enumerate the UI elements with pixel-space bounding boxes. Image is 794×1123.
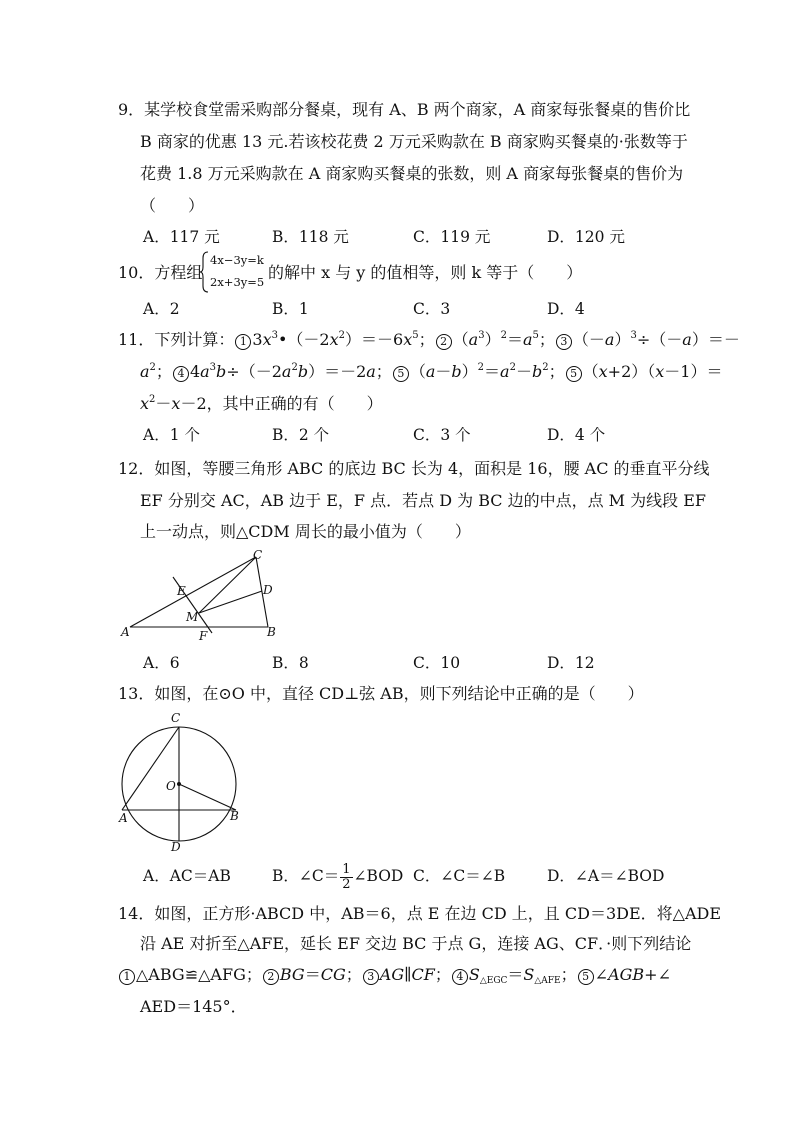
q13-option-c[interactable]: C．∠C＝∠B [413, 867, 506, 885]
q13-option-b-fraction [340, 863, 352, 892]
q9-option-b[interactable]: B．118 元 [272, 228, 349, 246]
fraction-numerator: 1 [342, 861, 351, 877]
q11-line-2: $a^2$； 4 $4a^3b\div(-2a^2b)=-2a$； 5 $(a-b)^2=a^2-b^2$； 5 （x+2）（x－1）＝ [140, 362, 723, 381]
q9-line-2: B 商家的优惠 13 元.若该校花费 2 万元采购款在 B 商家购买餐桌的·张数等于 [140, 132, 688, 151]
q10-prefix: 10．方程组 [118, 263, 203, 282]
q13-option-b-suffix: ∠BOD [353, 867, 404, 885]
q12-label-a: A [121, 625, 130, 639]
q10-option-b[interactable]: B．1 [272, 300, 309, 318]
q10-option-a[interactable]: A．2 [143, 300, 180, 318]
q11-line-3-tail: ，其中正确的有（ ） [206, 394, 383, 413]
q13-label-d: D [171, 840, 181, 854]
q10-equation-1: 4x−3y=k [210, 253, 264, 267]
q14-line-2: 沿 AE 对折至△AFE，延长 EF 交边 BC 于点 G，连接 AG、CF．·则下列结论 [140, 934, 692, 953]
q12-label-d: D [263, 583, 273, 597]
fraction-denominator: 2 [342, 876, 351, 892]
q12-label-f: F [199, 629, 208, 643]
q14-line-1: 14．如图，正方形·ABCD 中，AB＝6，点 E 在边 CD 上，且 CD＝3DE．将△ADE [118, 904, 722, 923]
q11-option-c[interactable]: C．3 个 [413, 426, 471, 444]
q12-option-d[interactable]: D．12 [547, 654, 595, 672]
q13-circle-figure [112, 706, 252, 856]
q12-label-b: B [267, 625, 276, 639]
q13-option-a[interactable]: A．AC＝AB [143, 867, 231, 885]
q11-line-1: 11．下列计算： 1 $3x^3•(-2x^2)=-6x^5$； 2 $(a^3)^2=a^5$； 3 $(-a)^3\div(-a)=-$ [118, 330, 740, 349]
q10-equation-2: 2x+3y=5 [210, 275, 265, 289]
q13-label-b: B [230, 809, 239, 823]
q14-line-3: 1 △ABG≌△AFG； 2 BG＝CG； 3 AG∥CF； 4 $S_{\triangle EGC}=S_{\triangle AFE}$； 5 ∠AGB+∠ [118, 965, 671, 985]
q14-line-4: AED＝145°． [140, 997, 247, 1016]
q13-option-b-prefix: B．∠C＝ [272, 867, 340, 885]
q12-label-m: M [186, 610, 199, 624]
q9-line-1: 9．某学校食堂需采购部分餐桌，现有 A、B 两个商家，A 商家每张餐桌的售价比 [118, 100, 691, 119]
q11-option-d[interactable]: D．4 个 [547, 426, 606, 444]
q12-option-a[interactable]: A．6 [143, 654, 180, 672]
q10-brace [199, 250, 209, 294]
q12-label-c: C [253, 548, 263, 562]
q13-label-c: C [171, 711, 181, 725]
q12-option-b[interactable]: B．8 [272, 654, 309, 672]
q13-option-d[interactable]: D．∠A＝∠BOD [547, 867, 665, 885]
q12-option-c[interactable]: C．10 [413, 654, 461, 672]
q13-line-1: 13．如图，在⊙O 中，直径 CD⊥弦 AB，则下列结论中正确的是（ ） [118, 684, 644, 703]
q12-line-3: 上一动点，则△CDM 周长的最小值为（ ） [140, 522, 471, 541]
q12-label-e: E [177, 584, 186, 598]
q13-label-a: A [119, 811, 128, 825]
q12-line-1: 12．如图，等腰三角形 ABC 的底边 BC 长为 4，面积是 16，腰 AC 的垂直平分线 [118, 459, 710, 478]
q9-option-a[interactable]: A．117 元 [143, 228, 220, 246]
q11-line-3: $x^2-x-2$，其中正确的有（ ） [140, 394, 383, 413]
q13-label-o: O [166, 779, 176, 793]
q11-number: 11．下列计算 [118, 330, 219, 349]
q13-option-b[interactable] [272, 861, 403, 892]
q10-option-d[interactable]: D．4 [547, 300, 585, 318]
q12-line-2: EF 分别交 AC，AB 边于 E，F 点．若点 D 为 BC 边的中点，点 M 为线段 EF [140, 491, 706, 510]
q11-option-a[interactable]: A．1 个 [143, 426, 200, 444]
q11-option-b[interactable]: B．2 个 [272, 426, 330, 444]
q9-line-4: （ ） [140, 196, 205, 215]
q10-suffix: 的解中 x 与 y 的值相等，则 k 等于（ ） [268, 263, 583, 282]
q9-line-3: 花费 1.8 万元采购款在 A 商家购买餐桌的张数，则 A 商家每张餐桌的售价为 [140, 164, 684, 183]
q10-option-c[interactable]: C．3 [413, 300, 451, 318]
q9-option-c[interactable]: C．119 元 [413, 228, 491, 246]
q12-triangle-figure [110, 543, 290, 643]
q9-option-d[interactable]: D．120 元 [547, 228, 625, 246]
